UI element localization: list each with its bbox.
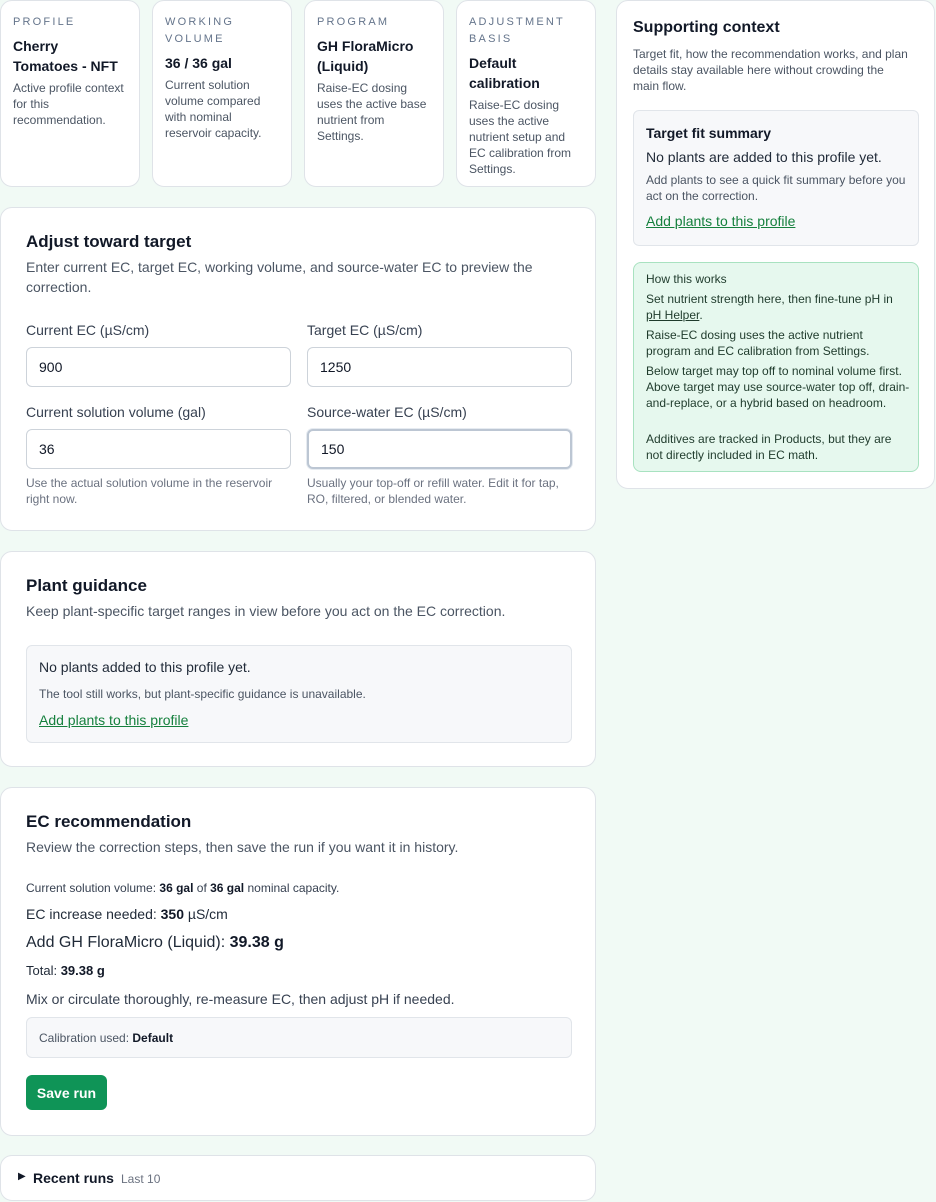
- how-item-1-text: Set nutrient strength here, then fine-tune pH in: [646, 292, 893, 306]
- tile-description: Raise-EC dosing uses the active nutrient setup and EC calibration from Settings.: [469, 98, 572, 176]
- volume-nominal: 36 gal: [210, 881, 245, 895]
- recent-runs-disclosure[interactable]: [0, 1155, 596, 1201]
- recent-runs-title: Recent runs: [33, 1170, 114, 1186]
- adjust-section: [0, 207, 596, 531]
- tile-value: Cherry Tomatoes - NFT: [13, 38, 118, 74]
- calibration-box: [26, 1017, 572, 1058]
- tile-label: WORKING VOLUME: [165, 16, 235, 45]
- section-title: EC recommendation: [26, 812, 192, 831]
- empty-state-title: No plants added to this profile yet.: [39, 659, 251, 675]
- save-run-button[interactable]: Save run: [26, 1075, 107, 1110]
- plant-empty-state: [26, 645, 572, 743]
- ec-recommendation-section: [0, 787, 596, 1136]
- tile-value: GH FloraMicro (Liquid): [317, 38, 414, 74]
- tile-description: Raise-EC dosing uses the active base nutrient from Settings.: [317, 81, 427, 143]
- how-item-2: Raise-EC dosing uses the active nutrient program and EC calibration from Settings.: [646, 328, 870, 358]
- total-prefix: Total:: [26, 963, 61, 978]
- calibration-value: Default: [132, 1031, 174, 1045]
- how-item-4: Additives are tracked in Products, but they are not directly included in EC math.: [646, 432, 892, 462]
- section-subtitle: Review the correction steps, then save the run if you want it in history.: [26, 839, 459, 855]
- recent-runs-meta: Last 10: [121, 1172, 161, 1186]
- calibration-prefix: Calibration used:: [39, 1031, 133, 1045]
- dose-prefix: Add GH FloraMicro (Liquid):: [26, 934, 230, 951]
- mix-instructions: Mix or circulate thoroughly, re-measure EC, then adjust pH if needed.: [26, 991, 455, 1007]
- section-title: Adjust toward target: [26, 232, 192, 251]
- volume-input[interactable]: [26, 429, 291, 469]
- how-item-1-period: .: [699, 308, 703, 322]
- fit-title: Target fit summary: [646, 125, 771, 141]
- fit-empty-message: No plants are added to this profile yet.: [646, 149, 882, 165]
- dose-value: 39.38 g: [229, 934, 284, 951]
- tile-value: 36 / 36 gal: [165, 55, 232, 71]
- how-item-1: [646, 291, 910, 323]
- volume-label: Current solution volume (gal): [26, 404, 206, 420]
- target-ec-input[interactable]: [307, 347, 572, 387]
- tile-description: Active profile context for this recommendation.: [13, 81, 124, 127]
- source-water-help-text: Usually your top-off or refill water. Edit it for tap, RO, filtered, or blended water.: [307, 476, 559, 506]
- increase-prefix: EC increase needed:: [26, 906, 161, 922]
- volume-suffix: nominal capacity.: [244, 881, 340, 895]
- calibration-line: [39, 1031, 173, 1045]
- tile-label: PROGRAM: [317, 16, 390, 28]
- total-line: [26, 963, 105, 978]
- increase-value: 350: [160, 906, 184, 922]
- profile-tile: [0, 0, 140, 187]
- how-title: How this works: [646, 272, 727, 286]
- add-plants-link[interactable]: Add plants to this profile: [39, 712, 189, 728]
- volume-prefix: Current solution volume:: [26, 881, 160, 895]
- source-water-ec-input[interactable]: [307, 429, 572, 469]
- volume-help-text: Use the actual solution volume in the reservoir right now.: [26, 476, 273, 506]
- panel-title: Supporting context: [633, 19, 780, 36]
- fit-add-plants-link[interactable]: Add plants to this profile: [646, 213, 796, 229]
- supporting-context-panel: [616, 0, 935, 489]
- volume-of: of: [193, 881, 211, 895]
- empty-state-description: The tool still works, but plant-specific guidance is unavailable.: [39, 687, 366, 701]
- ph-helper-link[interactable]: pH Helper: [646, 308, 700, 322]
- increase-unit: µS/cm: [184, 906, 228, 922]
- panel-subtitle: Target fit, how the recommendation works, and plan details stay available here without crowding the main flow.: [633, 47, 908, 93]
- volume-summary: [26, 881, 339, 895]
- working-volume-tile: [152, 0, 292, 187]
- how-this-works-box: [633, 262, 919, 472]
- source-water-label: Source-water EC (µS/cm): [307, 404, 467, 420]
- section-subtitle: Enter current EC, target EC, working volume, and source-water EC to preview the correction.: [26, 259, 533, 295]
- target-ec-label: Target EC (µS/cm): [307, 322, 423, 338]
- section-title: Plant guidance: [26, 576, 147, 595]
- section-subtitle: Keep plant-specific target ranges in view before you act on the EC correction.: [26, 603, 506, 619]
- fit-description: Add plants to see a quick fit summary before you act on the correction.: [646, 173, 906, 203]
- volume-current: 36 gal: [159, 881, 194, 895]
- total-value: 39.38 g: [60, 963, 105, 978]
- current-ec-label: Current EC (µS/cm): [26, 322, 150, 338]
- dose-line: [26, 934, 284, 952]
- tile-description: Current solution volume compared with nominal reservoir capacity.: [165, 78, 262, 140]
- ec-increase-line: [26, 906, 228, 922]
- program-tile: [304, 0, 444, 187]
- current-ec-input[interactable]: [26, 347, 291, 387]
- tile-label: ADJUSTMENT BASIS: [469, 16, 565, 45]
- target-fit-summary: [633, 110, 919, 246]
- triangle-right-icon: ▶: [18, 1171, 26, 1182]
- how-item-3: Below target may top off to nominal volume first. Above target may use source-water top off, drain-and-replace, or a hybrid based on headroom.: [646, 364, 910, 410]
- plant-guidance-section: [0, 551, 596, 767]
- tile-value: Default calibration: [469, 55, 540, 91]
- adjustment-basis-tile: [456, 0, 596, 187]
- tile-label: PROFILE: [13, 16, 76, 28]
